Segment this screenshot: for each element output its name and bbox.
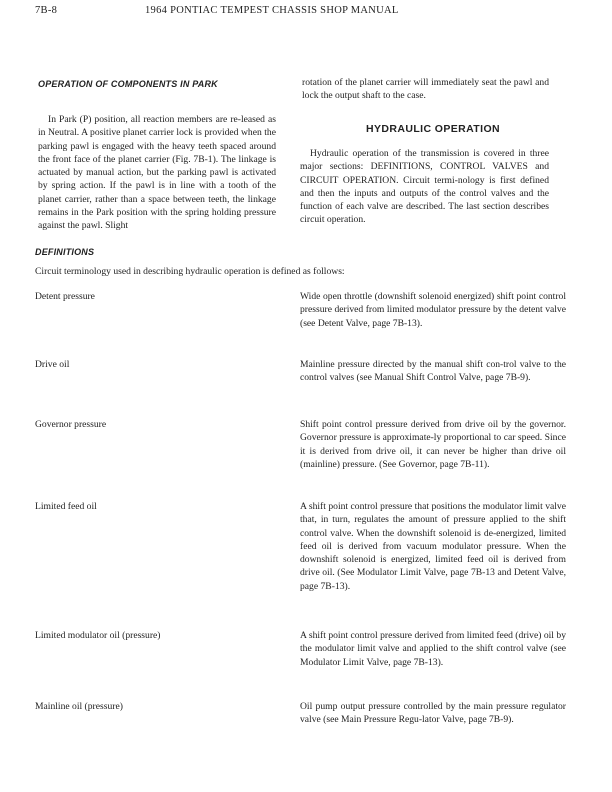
term: Mainline oil (pressure) [35,701,123,712]
term: Governor pressure [35,419,107,430]
hydraulic-heading: HYDRAULIC OPERATION [366,123,500,135]
definition: Mainline pressure directed by the manual shift con-trol valve to the control valves (see Manual Shift Control Valve, page 7B-9). [300,359,566,384]
term: Limited modulator oil (pressure) [35,630,161,641]
definitions-intro: Circuit terminology used in describing hydraulic operation is defined as follows: [35,266,345,277]
term: Limited feed oil [35,501,97,512]
page-number: 7B-8 [35,5,58,16]
park-paragraph: In Park (P) position, all reaction members are re-leased as in Neutral. A positive planet carrier lock is provided when the parking pawl is engaged with the heavy teeth spaced around the front face of the planet carrier (Fig. 7B-1). The linkage is actuated by manual action, but the parking pawl is activated by spring action. If the pawl is in line with a tooth of the planet carrier, rather than a space between teeth, the linkage remains in the Park position with the spring holding pressure against the pawl. Slight [38,114,276,232]
definition: A shift point control pressure that positions the modulator limit valve that, in turn, regulates the amount of pressure applied to the shift control valve. When the downshift solenoid is de-energized, limited feed oil is derived from vacuum modulator pressure. When the downshift solenoid is energized, limited feed oil is derived from drive oil. (See Modulator Limit Valve, page 7B-13 and Detent Valve, page 7B-13). [300,501,566,592]
definitions-heading: DEFINITIONS [35,247,95,257]
definition: Wide open throttle (downshift solenoid energized) shift point control pressure derived from limited modulator pressure by the detent valve (see Detent Valve, page 7B-13). [300,291,566,329]
definition: A shift point control pressure derived from limited feed (drive) oil by the modulator limit valve and applied to the shift control valve (see Modulator Limit Valve, page 7B-13). [300,630,566,668]
definition: Oil pump output pressure controlled by the main pressure regulator valve (see Main Pressure Regu-lator Valve, page 7B-9). [300,701,566,726]
term: Detent pressure [35,291,95,302]
page-header-title: 1964 PONTIAC TEMPEST CHASSIS SHOP MANUAL [145,5,399,16]
definition: Shift point control pressure derived from drive oil by the governor. Governor pressure is approximate-ly proportional to car speed. Since it is derived from drive oil, it can never be higher than drive oil (mainline) pressure. (See Governor, page 7B-11). [300,419,566,470]
term: Drive oil [35,359,70,370]
park-paragraph-continued: rotation of the planet carrier will immediately seat the pawl and lock the output shaft to the case. [302,77,549,102]
hydraulic-paragraph: Hydraulic operation of the transmission is covered in three major sections: DEFINITIONS, CONTROL VALVES and CIRCUIT OPERATION. Circuit termi-nology is first defined and then the inputs and outputs of the control valves and the function of each valve are described. The last section describes circuit operation. [300,148,549,226]
park-heading: OPERATION OF COMPONENTS IN PARK [38,79,218,89]
